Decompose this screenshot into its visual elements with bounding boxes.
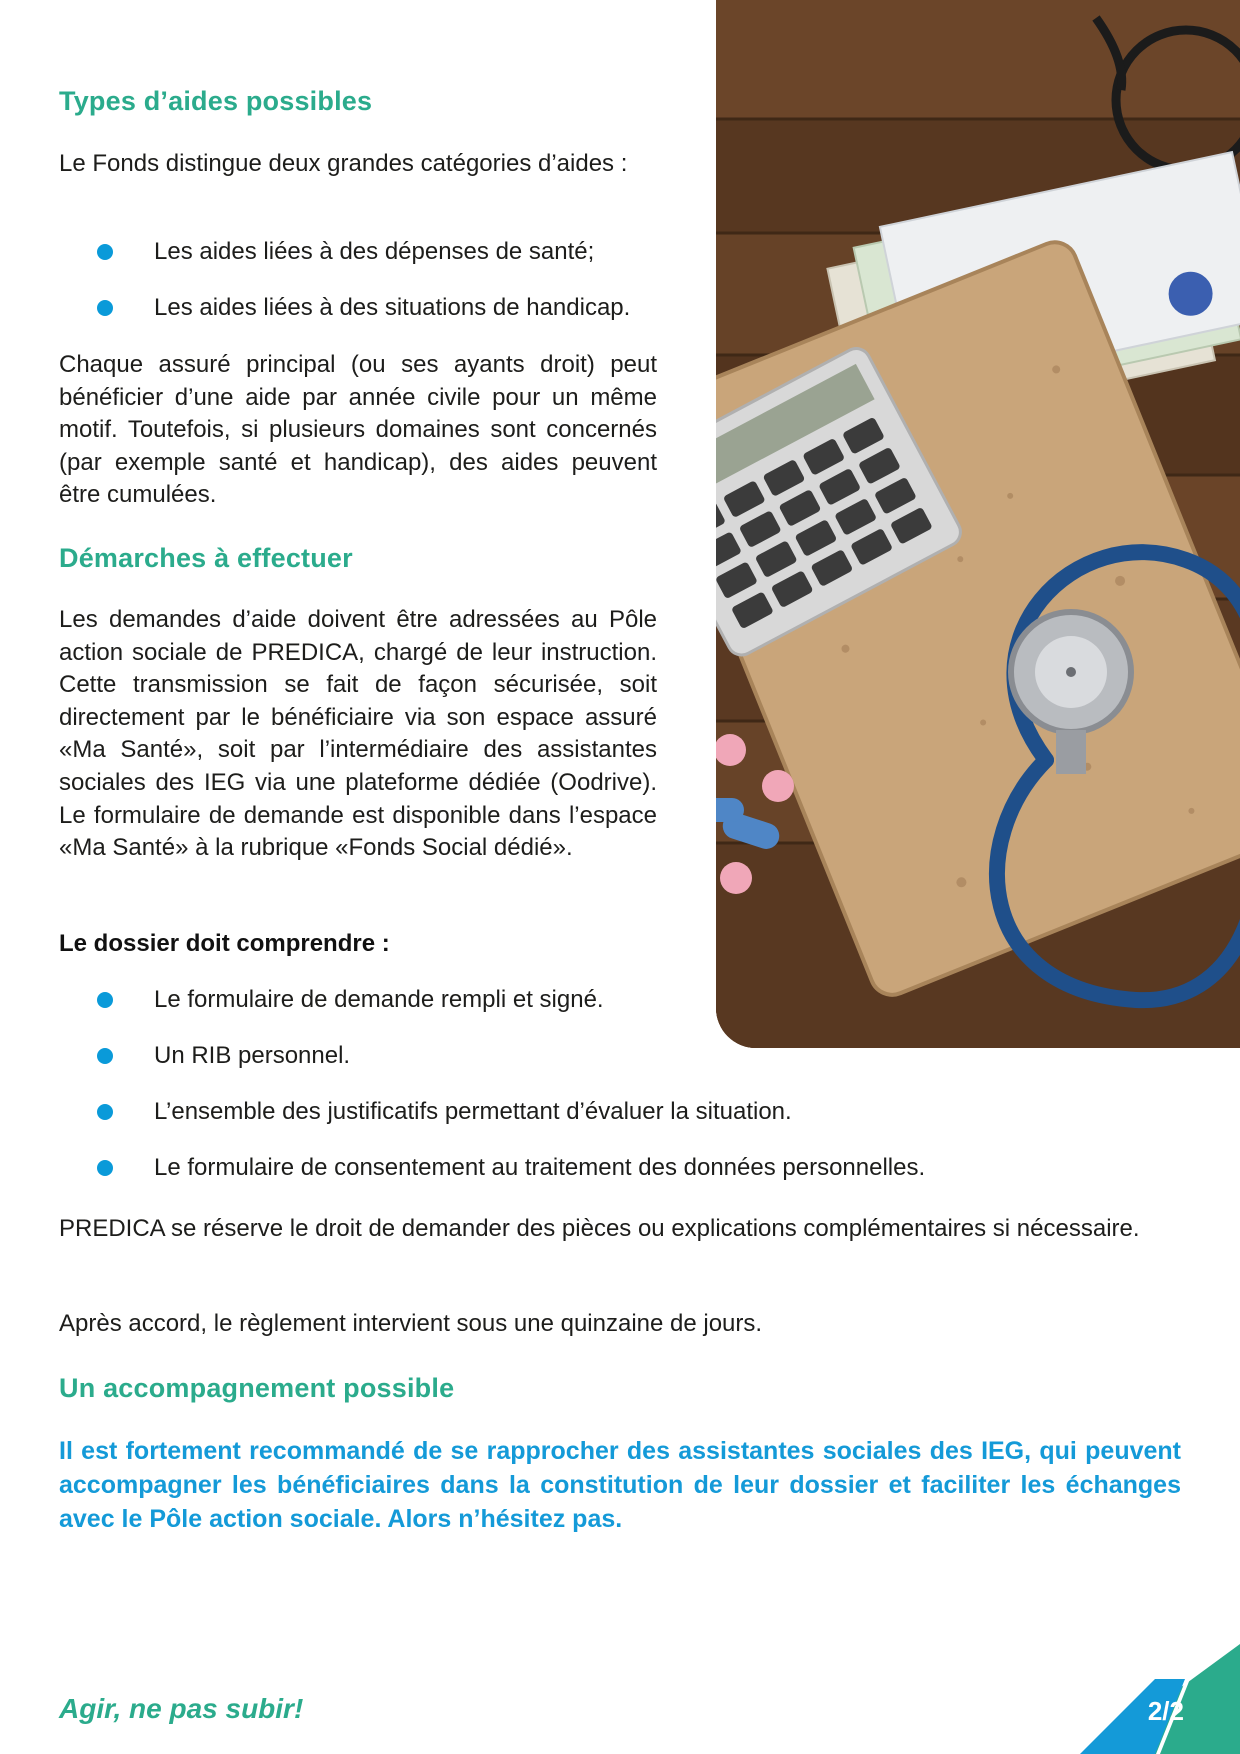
section1-paragraph: Chaque assuré principal (ou ses ayants droit) peut bénéficier d’une aide par année civile pour un même motif. Toutefois, si plusieurs domaines sont concernés (par exemple santé et handicap), des aides peuvent être cumulées.	[59, 351, 657, 509]
list-item: Le formulaire de consentement au traitement des données personnelles.	[59, 1152, 1181, 1208]
section1-intro: Le Fonds distingue deux grandes catégories d’aides :	[59, 150, 628, 177]
bullet-icon	[97, 300, 113, 316]
list-item: Le formulaire de demande rempli et signé.	[59, 984, 1181, 1040]
bullet-icon	[97, 992, 113, 1008]
list-item: Les aides liées à des situations de handicap.	[59, 292, 657, 348]
dossier-heading: Le dossier doit comprendre :	[59, 930, 390, 957]
section-title-demarches: Démarches à effectuer	[59, 543, 353, 573]
accompagnement-highlight: Il est fortement recommandé de se rapprocher des assistantes sociales des IEG, qui peuvent accompagner les bénéficiaires dans la constitution de leur dossier et faciliter les échanges avec le Pôle action sociale. Alors n’hésitez pas.	[59, 1437, 1181, 1533]
list-item: Les aides liées à des dépenses de santé;	[59, 236, 657, 292]
bullet-icon	[97, 1048, 113, 1064]
section2-paragraph: Les demandes d’aide doivent être adressées au Pôle action sociale de PREDICA, chargé de leur instruction. Cette transmission se fait de façon sécurisée, soit directement par le bénéficiaire via son espace assuré «Ma Santé», soit par l’intermédiaire des assistantes sociales des IEG via une plateforme dédiée (Oodrive). Le formulaire de demande est disponible dans l’espace «Ma Santé» à la rubrique «Fonds Social dédié».	[59, 606, 657, 862]
reserve-paragraph: PREDICA se réserve le droit de demander des pièces ou explications complémentaires si nécessaire.	[59, 1215, 1140, 1242]
page-number: 2/2	[1147, 1696, 1184, 1726]
bullet-icon	[97, 1160, 113, 1176]
page-corner-decoration	[1030, 1644, 1240, 1754]
section-title-types-aides: Types d’aides possibles	[59, 86, 373, 116]
bullet-icon	[97, 244, 113, 260]
aid-types-list	[59, 236, 657, 348]
list-item: L’ensemble des justificatifs permettant d’évaluer la situation.	[59, 1096, 1181, 1152]
footer-slogan: Agir, ne pas subir!	[59, 1693, 304, 1724]
list-item: Un RIB personnel.	[59, 1040, 1181, 1096]
dossier-list	[59, 984, 1181, 1208]
reglement-paragraph: Après accord, le règlement intervient sous une quinzaine de jours.	[59, 1310, 763, 1337]
bullet-icon	[97, 1104, 113, 1120]
section-title-accompagnement: Un accompagnement possible	[59, 1373, 455, 1403]
health-costs-photo	[716, 0, 1240, 1048]
